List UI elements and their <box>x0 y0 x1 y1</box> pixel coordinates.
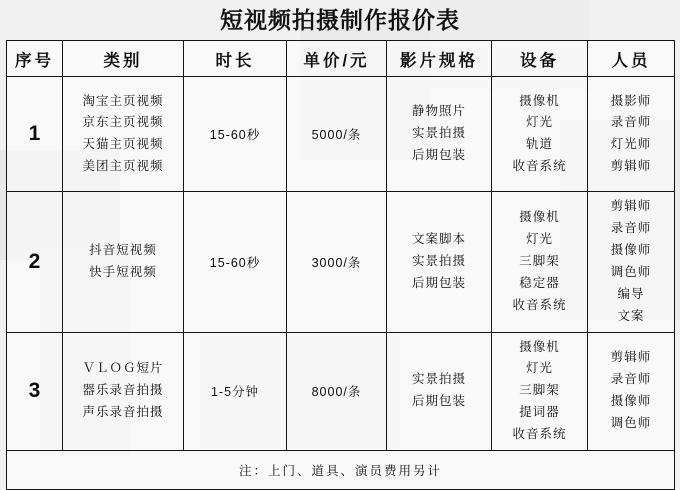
footnote: 注：上门、道具、演员费用另计 <box>7 450 675 489</box>
column-header-category: 类别 <box>63 41 184 77</box>
column-header-index: 序号 <box>7 41 63 77</box>
row-equipment: 摄像机 灯光 轨道 收音系统 <box>492 77 588 192</box>
page-title: 短视频拍摄制作报价表 <box>220 7 460 33</box>
table-row <box>7 77 675 192</box>
row-category: 淘宝主页视频 京东主页视频 天猫主页视频 美团主页视频 <box>63 77 184 192</box>
row-staff: 剪辑师 录音师 摄像师 调色师 编导 文案 <box>588 192 675 332</box>
row-staff: 剪辑师 录音师 摄像师 调色师 <box>588 332 675 450</box>
row-price: 8000/条 <box>287 332 387 450</box>
row-duration: 15-60秒 <box>184 77 287 192</box>
price-sheet <box>6 4 674 478</box>
footnote-row <box>7 450 675 489</box>
row-category: 抖音短视频 快手短视频 <box>63 192 184 332</box>
row-price: 5000/条 <box>287 77 387 192</box>
row-category: ＶＬＯＧ短片 器乐录音拍摄 声乐录音拍摄 <box>63 332 184 450</box>
column-header-duration: 时长 <box>184 41 287 77</box>
table-header-row <box>7 41 675 77</box>
row-price: 3000/条 <box>287 192 387 332</box>
row-spec: 实景拍摄 后期包装 <box>387 332 492 450</box>
column-header-price: 单价/元 <box>287 41 387 77</box>
column-header-staff: 人员 <box>588 41 675 77</box>
row-spec: 静物照片 实景拍摄 后期包装 <box>387 77 492 192</box>
row-equipment: 摄像机 灯光 三脚架 稳定器 收音系统 <box>492 192 588 332</box>
row-index: 3 <box>7 332 63 450</box>
table-row <box>7 332 675 450</box>
row-staff: 摄影师 录音师 灯光师 剪辑师 <box>588 77 675 192</box>
row-duration: 15-60秒 <box>184 192 287 332</box>
table-row <box>7 192 675 332</box>
row-spec: 文案脚本 实景拍摄 后期包装 <box>387 192 492 332</box>
row-duration: 1-5分钟 <box>184 332 287 450</box>
column-header-spec: 影片规格 <box>387 41 492 77</box>
column-header-equipment: 设备 <box>492 41 588 77</box>
price-table <box>6 40 675 490</box>
row-index: 2 <box>7 192 63 332</box>
row-index: 1 <box>7 77 63 192</box>
row-equipment: 摄像机 灯光 三脚架 提词器 收音系统 <box>492 332 588 450</box>
